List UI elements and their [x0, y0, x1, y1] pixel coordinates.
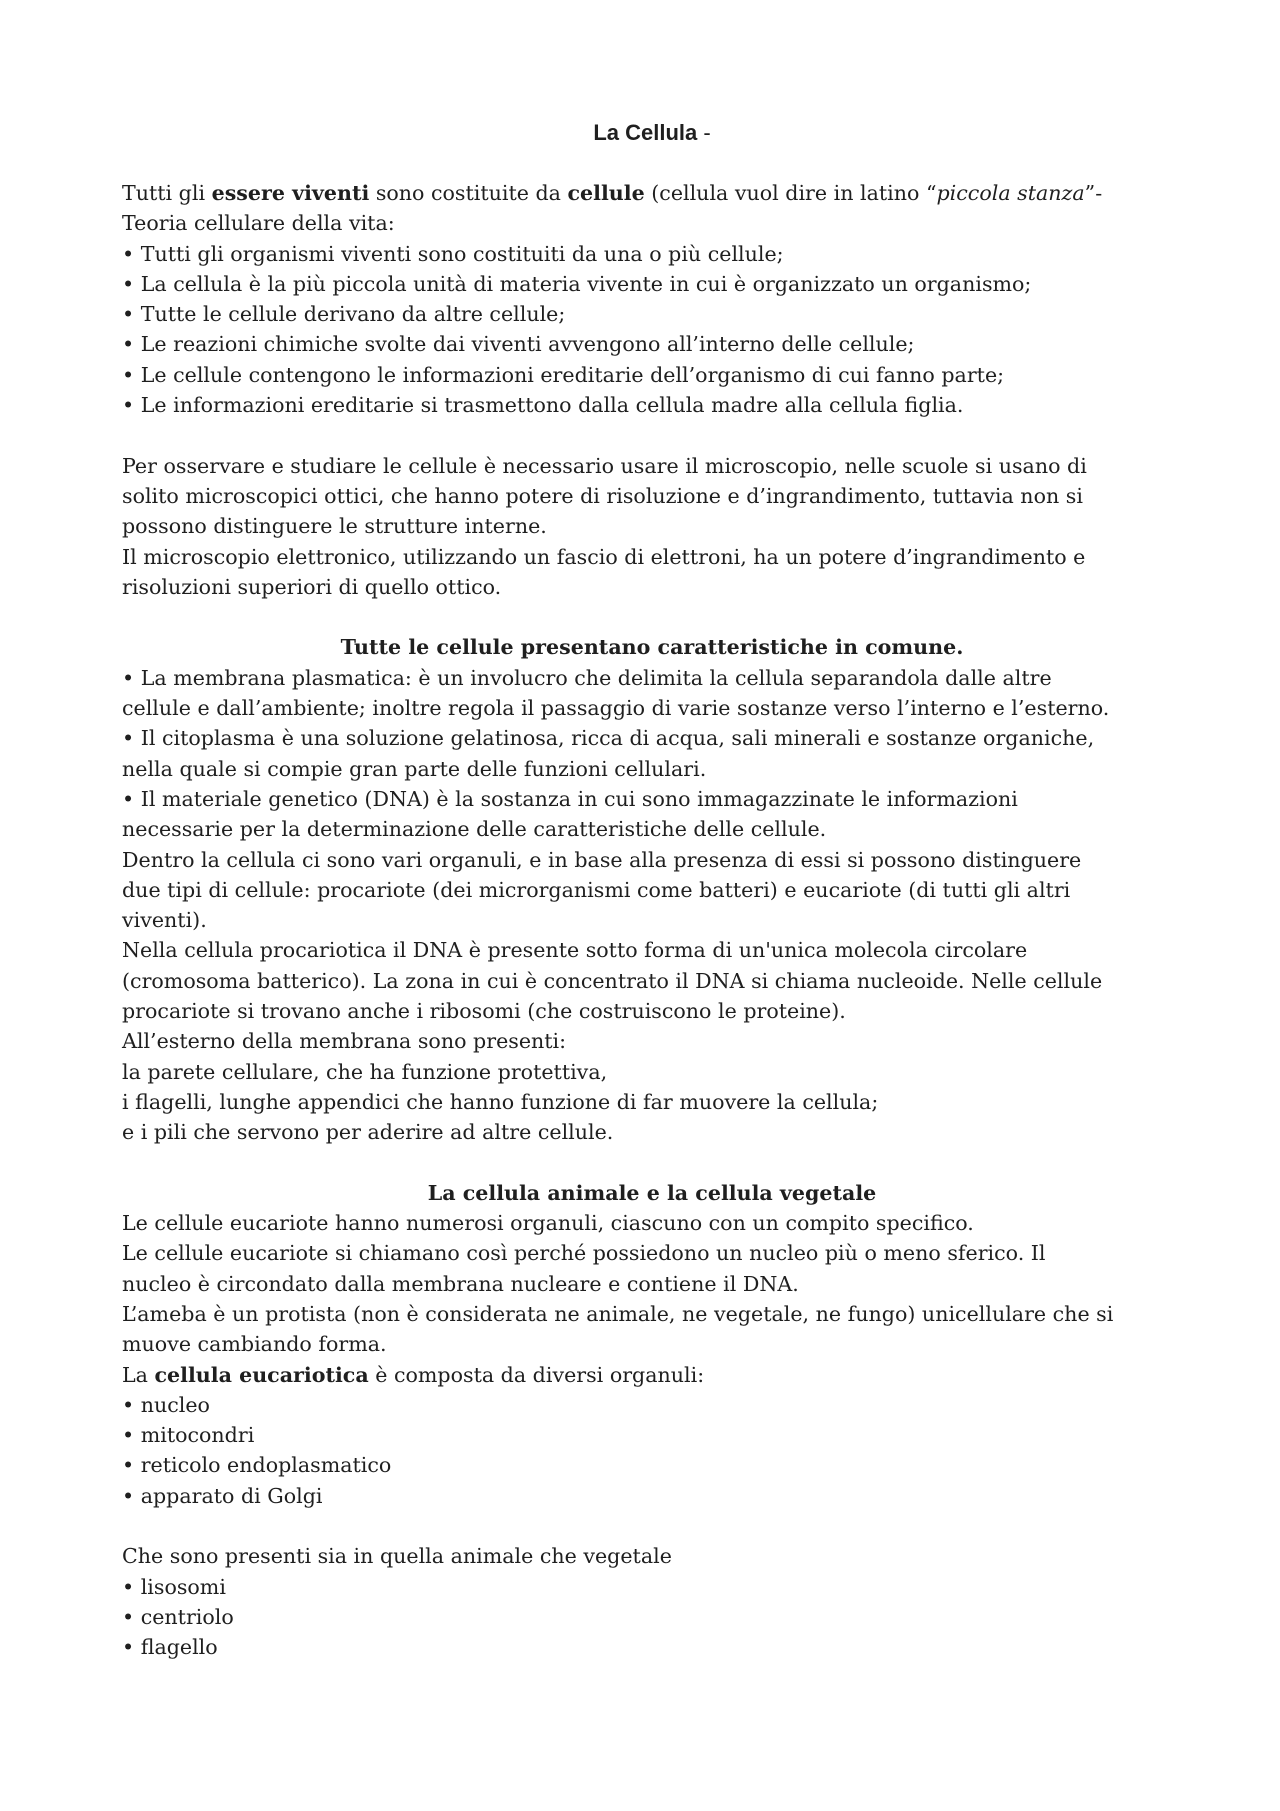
common-line: Dentro la cellula ci sono vari organuli, e in base alla presenza di essi si possono distinguere: [122, 847, 1082, 872]
microscope-line: Il microscopio elettronico, utilizzando un fascio di elettroni, ha un potere d’ingrandimento e: [122, 544, 1086, 569]
theory-item: • La cellula è la più piccola unità di materia vivente in cui è organizzato un organismo;: [122, 269, 1182, 299]
title-main: La Cellula: [593, 120, 698, 145]
animal-line: L’ameba è un protista (non è considerata ne animale, ne vegetale, ne fungo) unicellulare che si: [122, 1301, 1114, 1326]
organelle-item: • nucleo: [122, 1390, 1182, 1420]
microscope-line: solito microscopici ottici, che hanno potere di risoluzione e d’ingrandimento, tuttavia non si: [122, 483, 1083, 508]
common-line: Nella cellula procariotica il DNA è presente sotto forma di un'unica molecola circolare: [122, 938, 1028, 963]
microscope-line: risoluzioni superiori di quello ottico.: [122, 574, 502, 599]
shared-intro: Che sono presenti sia in quella animale che vegetale: [122, 1544, 672, 1569]
common-line: • La membrana plasmatica: è un involucro che delimita la cellula separandola dalle altre: [122, 665, 1052, 690]
intro-text: Tutti gli: [122, 181, 212, 205]
spacer: [122, 602, 1182, 632]
common-line: nella quale si compie gran parte delle funzioni cellulari.: [122, 756, 707, 781]
shared-item: • flagello: [122, 1632, 1182, 1662]
animal-line: muove cambiando forma.: [122, 1332, 387, 1357]
animal-text: La: [122, 1362, 155, 1387]
title-suffix: -: [697, 120, 711, 145]
theory-item: • Tutte le cellule derivano da altre cellule;: [122, 299, 1182, 329]
shared-item: • centriolo: [122, 1602, 1182, 1632]
intro-italic-piccola-stanza: piccola stanza: [936, 181, 1085, 205]
intro-bold-cellule: cellule: [567, 181, 645, 205]
intro-text: (cellula vuol dire in latino “: [644, 181, 937, 205]
theory-item: • Le reazioni chimiche svolte dai viventi avvengono all’interno delle cellule;: [122, 329, 1182, 359]
theory-item: • Tutti gli organismi viventi sono costituiti da una o più cellule;: [122, 239, 1182, 269]
organelle-item: • apparato di Golgi: [122, 1481, 1182, 1511]
animal-text: è composta da diversi organuli:: [368, 1362, 705, 1387]
intro-text: sono costituite da: [369, 181, 568, 205]
animal-line: nucleo è circondato dalla membrana nucleare e contiene il DNA.: [122, 1271, 799, 1296]
theory-item: • Le cellule contengono le informazioni ereditarie dell’organismo di cui fanno parte;: [122, 360, 1182, 390]
theory-item: • Le informazioni ereditarie si trasmettono dalla cellula madre alla cellula figlia.: [122, 390, 1182, 420]
microscope-line: possono distinguere le strutture interne.: [122, 514, 547, 539]
intro-bold-essere-viventi: essere viventi: [211, 181, 370, 205]
animal-line: Le cellule eucariote si chiamano così perché possiedono un nucleo più o meno sferico. Il: [122, 1241, 1046, 1266]
animal-heading: La cellula animale e la cellula vegetale: [427, 1180, 877, 1205]
common-line: • Il citoplasma è una soluzione gelatinosa, ricca di acqua, sali minerali e sostanze organiche,: [122, 726, 1095, 751]
common-line: • Il materiale genetico (DNA) è la sostanza in cui sono immagazzinate le informazioni: [122, 786, 1018, 811]
page-title: [122, 118, 1182, 148]
intro-line-2: Teoria cellulare della vita:: [122, 211, 395, 236]
intro-text: ”-: [1084, 181, 1103, 205]
spacer: [122, 1148, 1182, 1178]
common-line: procariote si trovano anche i ribosomi (che costruiscono le proteine).: [122, 999, 846, 1024]
document-page: [122, 118, 1182, 1663]
intro-line-1: [122, 178, 1182, 208]
shared-item: • lisosomi: [122, 1572, 1182, 1602]
common-line: necessarie per la determinazione delle caratteristiche delle cellule.: [122, 817, 827, 842]
common-line: viventi).: [122, 908, 207, 933]
common-line: i flagelli, lunghe appendici che hanno funzione di far muovere la cellula;: [122, 1089, 879, 1114]
spacer: [122, 1511, 1182, 1541]
common-line: (cromosoma batterico). La zona in cui è concentrato il DNA si chiama nucleoide. Nelle cellule: [122, 968, 1103, 993]
bold-cellula-eucariotica: cellula eucariotica: [154, 1362, 369, 1387]
animal-line: [122, 1360, 1182, 1390]
common-line: due tipi di cellule: procariote (dei microrganismi come batteri) e eucariote (di tutti gli altri: [122, 877, 1071, 902]
organelle-item: • mitocondri: [122, 1420, 1182, 1450]
microscope-line: Per osservare e studiare le cellule è necessario usare il microscopio, nelle scuole si usano di: [122, 453, 1087, 478]
organelle-item: • reticolo endoplasmatico: [122, 1450, 1182, 1480]
animal-line: Le cellule eucariote hanno numerosi organuli, ciascuno con un compito specifico.: [122, 1211, 974, 1236]
common-heading: Tutte le cellule presentano caratteristiche in comune.: [340, 635, 964, 660]
common-line: la parete cellulare, che ha funzione protettiva,: [122, 1059, 608, 1084]
common-line: All’esterno della membrana sono presenti:: [122, 1029, 567, 1054]
spacer: [122, 420, 1182, 450]
common-line: e i pili che servono per aderire ad altre cellule.: [122, 1120, 614, 1145]
common-line: cellule e dall’ambiente; inoltre regola il passaggio di varie sostanze verso l’interno e l’esterno.: [122, 696, 1110, 721]
